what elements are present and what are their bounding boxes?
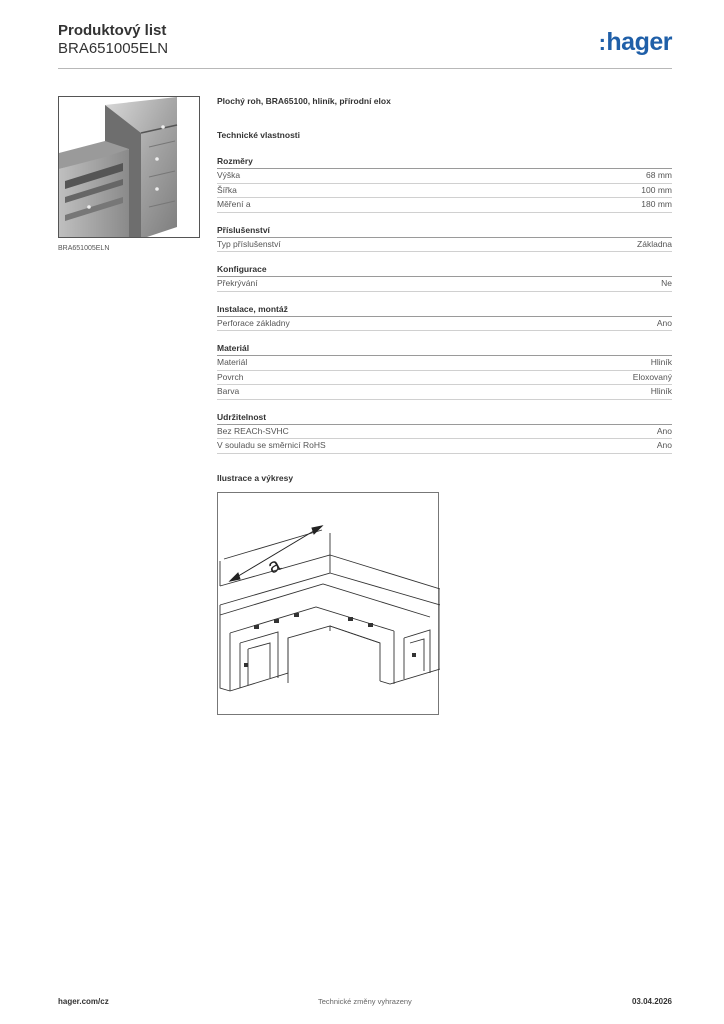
logo-dots-icon: : [598, 30, 606, 55]
product-photo [58, 96, 200, 238]
property-value: Ano [656, 317, 672, 328]
property-label: Měření a [217, 199, 251, 209]
property-section [217, 304, 672, 332]
property-row [217, 198, 672, 213]
section-title: Konfigurace [217, 264, 672, 277]
property-section [217, 412, 672, 454]
corner-drawing-svg [218, 493, 440, 716]
photo-caption: BRA651005ELN [58, 245, 110, 252]
section-title: Rozměry [217, 156, 672, 169]
property-label: Překrývání [217, 278, 258, 288]
dimension-label-a: a [264, 553, 285, 579]
property-label: Bez REACh-SVHC [217, 425, 289, 436]
property-label: Perforace základny [217, 317, 290, 328]
property-label: V souladu se směrnicí RoHS [217, 440, 326, 450]
property-label: Povrch [217, 371, 244, 382]
product-details [217, 96, 672, 454]
footer-date: 03.04.2026 [631, 997, 672, 1006]
page-header [58, 22, 672, 68]
property-label: Typ příslušenství [217, 238, 281, 249]
technical-drawing [217, 492, 439, 715]
property-value: 68 mm [646, 170, 672, 180]
property-row [217, 184, 672, 199]
property-section [217, 343, 672, 400]
property-label: Šířka [217, 184, 237, 195]
section-title: Materiál [217, 343, 672, 356]
section-title: Instalace, montáž [217, 304, 672, 317]
property-row [217, 277, 672, 292]
property-label: Barva [217, 386, 240, 396]
document-title: Produktový list [58, 22, 167, 39]
property-row [217, 385, 672, 400]
hager-logo [599, 28, 672, 57]
section-title: Udržitelnost [217, 412, 672, 425]
property-value: 180 mm [641, 199, 672, 209]
property-label: Materiál [217, 357, 248, 367]
property-row [217, 238, 672, 253]
property-row [217, 356, 672, 371]
property-row [217, 317, 672, 332]
product-name: Plochý roh, BRA65100, hliník, přírodní elox [217, 96, 391, 106]
section-title: Příslušenství [217, 225, 672, 238]
property-value: Hliník [650, 357, 672, 367]
technical-properties-heading: Technické vlastnosti [217, 130, 300, 140]
product-photo-image [59, 97, 200, 238]
property-section [217, 225, 672, 253]
property-value: Ne [661, 278, 672, 288]
property-value: 100 mm [641, 184, 672, 195]
property-section [217, 264, 672, 292]
header-divider [58, 68, 672, 69]
property-row [217, 169, 672, 184]
footer-notice: Technické změny vyhrazeny [318, 997, 412, 1006]
footer-website[interactable]: hager.com/cz [58, 997, 109, 1006]
property-value: Základna [637, 238, 672, 249]
product-code: BRA651005ELN [58, 40, 169, 57]
properties-sections [217, 156, 672, 454]
illustrations-heading: Ilustrace a výkresy [217, 473, 294, 483]
logo-text: hager [606, 28, 672, 56]
property-row [217, 439, 672, 454]
property-row [217, 425, 672, 440]
property-section [217, 156, 672, 213]
property-value: Ano [656, 440, 672, 450]
property-value: Ano [656, 425, 672, 436]
property-value: Hliník [650, 386, 672, 396]
property-label: Výška [217, 170, 241, 180]
property-row [217, 371, 672, 386]
property-value: Eloxovaný [632, 371, 672, 382]
